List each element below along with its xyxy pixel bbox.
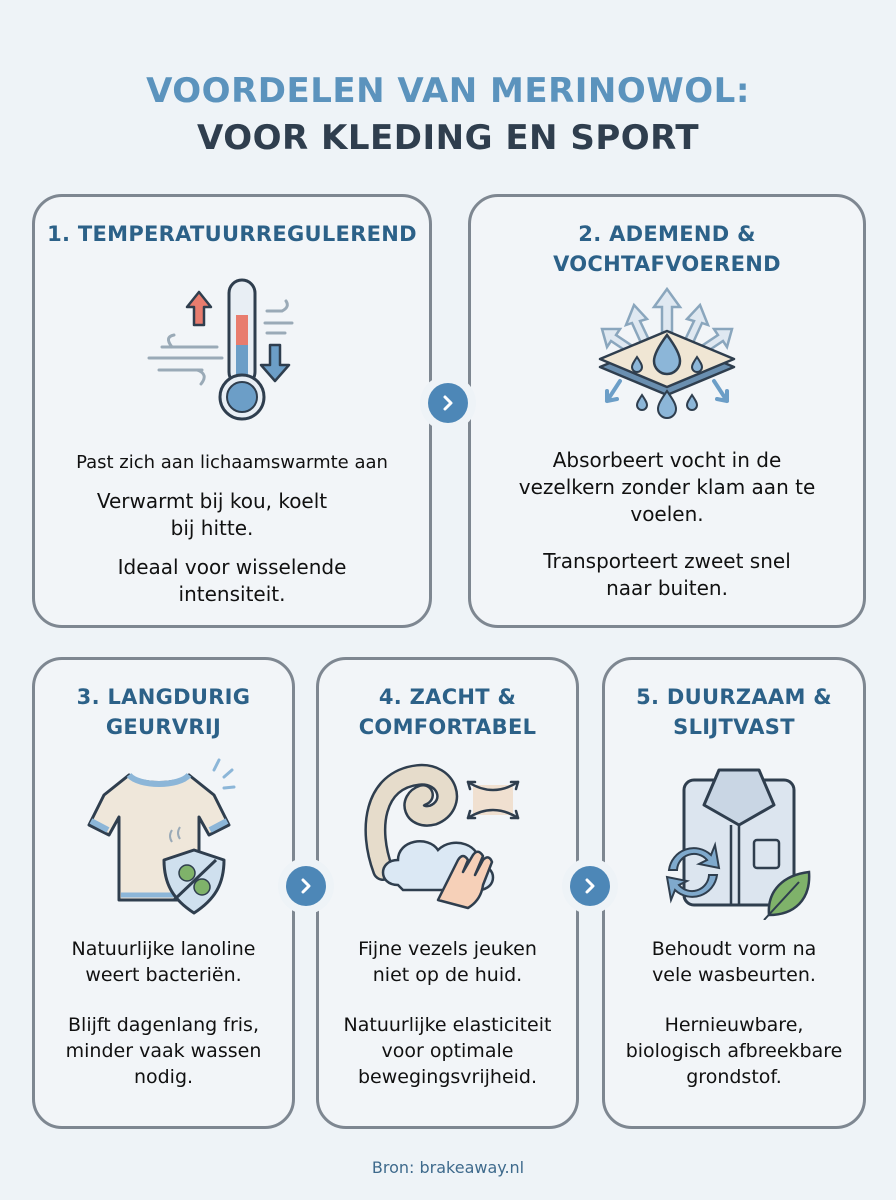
next-arrow-button[interactable] [428, 383, 468, 423]
card-text: Verwarmt bij kou, koelt bij hitte. [96, 489, 328, 540]
card-body [35, 449, 429, 620]
card-odor-free [32, 657, 295, 1129]
chevron-right-icon [439, 394, 457, 412]
card-soft [316, 657, 579, 1129]
soft-wool-hand-icon [363, 760, 533, 910]
thermometer-icon [147, 275, 317, 425]
shirt-antibacterial-icon [84, 755, 244, 915]
card-durable [602, 657, 866, 1129]
source-credit: Bron: brakeaway.nl [371, 1158, 525, 1177]
card-body [319, 936, 576, 1114]
card-temperature [32, 194, 432, 628]
title-line-1: VOORDELEN VAN MERINOWOL: [146, 71, 750, 111]
next-arrow-button[interactable] [286, 866, 326, 906]
card-text: Past zich aan lichaamswarmte aan [76, 452, 388, 473]
card-body [35, 936, 292, 1114]
chevron-right-icon [297, 877, 315, 895]
breathable-fabric-icon [592, 287, 742, 427]
card-text: Ideaal voor wisselende intensiteit. [117, 555, 347, 606]
title-line-2: VOOR KLEDING EN SPORT [196, 118, 700, 158]
card-heading: 2. ADEMEND & VOCHTAFVOEREND [553, 222, 781, 276]
card-breathable [468, 194, 866, 628]
chevron-right-icon [581, 877, 599, 895]
card-text: Fijne vezels jeuken niet op de huid. [358, 938, 537, 986]
shirt-recycle-leaf-icon [649, 760, 819, 920]
card-heading: 3. LANGDURIG GEURVRIJ [76, 685, 251, 739]
next-arrow-button[interactable] [570, 866, 610, 906]
card-body [605, 936, 863, 1114]
card-text: Blijft dagenlang fris, minder vaak wassen nodig. [65, 1014, 262, 1088]
page-title [0, 70, 896, 160]
card-text: Transporteert zweet snel naar buiten. [543, 549, 791, 600]
card-heading: 4. ZACHT & COMFORTABEL [358, 685, 537, 739]
card-text: Behoudt vorm na vele wasbeurten. [651, 938, 817, 986]
card-text: Natuurlijke elasticiteit voor optimale bewegingsvrijheid. [343, 1014, 552, 1088]
card-text: Absorbeert vocht in de vezelkern zonder klam aan te voelen. [518, 448, 816, 526]
card-body [471, 447, 863, 614]
card-heading: 1. TEMPERATUURREGULEREND [47, 222, 417, 246]
card-text: Hernieuwbare, biologisch afbreekbare grondstof. [625, 1014, 843, 1088]
card-heading: 5. DUURZAAM & SLIJTVAST [636, 685, 832, 739]
card-text: Natuurlijke lanoline weert bacteriën. [71, 938, 256, 986]
